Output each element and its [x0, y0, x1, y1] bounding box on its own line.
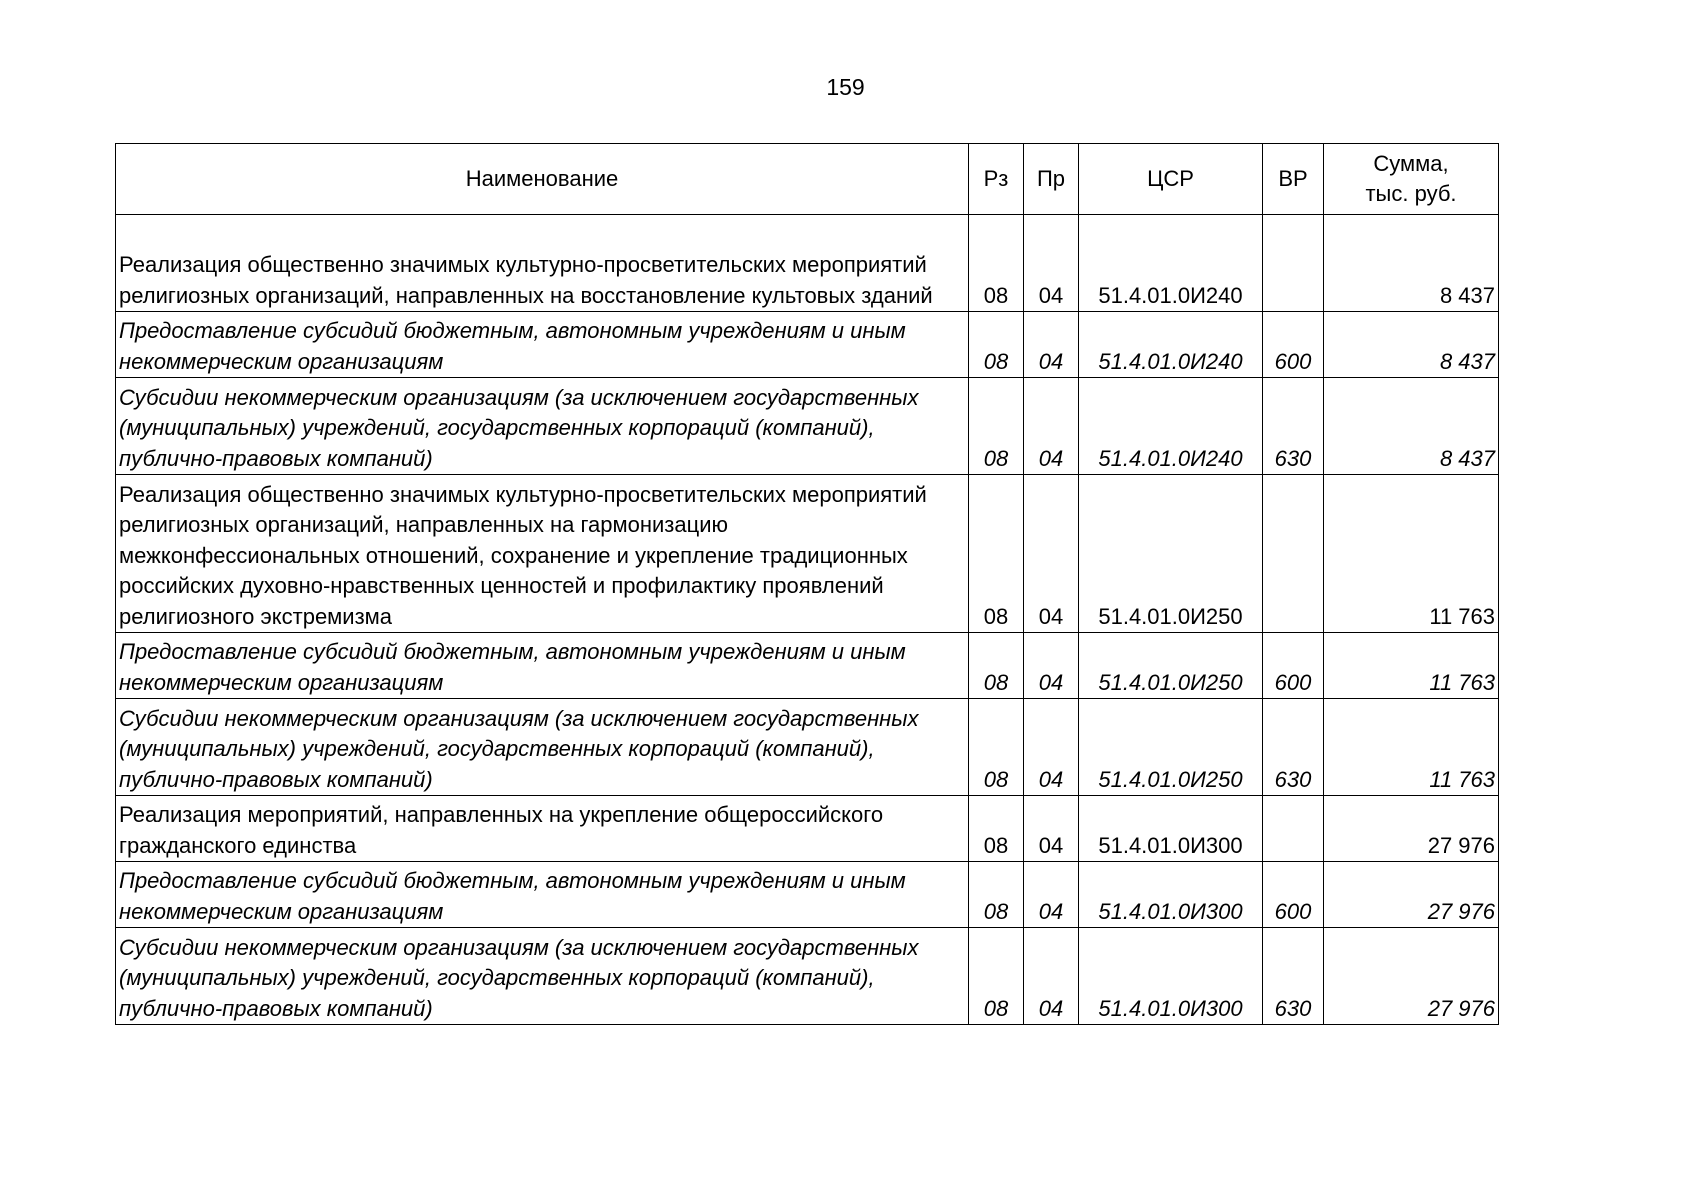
- row-sum: 8 437: [1324, 378, 1499, 475]
- table-row: [116, 796, 1499, 862]
- row-rz: 08: [969, 633, 1024, 699]
- row-name: Субсидии некоммерческим организациям (за исключением государственных (муниципальных) учреждений, государственных корпораций (компаний), публично-правовых компаний): [116, 378, 969, 475]
- row-csr: 51.4.01.0И300: [1079, 862, 1263, 928]
- row-name: Реализация общественно значимых культурно-просветительских мероприятий религиозных организаций, направленных на гармонизацию межконфессиональных отношений, сохранение и укрепление традиционных российских духовно-нравственных ценностей и профилактику проявлений религиозного экстремизма: [116, 475, 969, 633]
- row-pr: 04: [1024, 796, 1079, 862]
- row-csr: 51.4.01.0И240: [1079, 378, 1263, 475]
- table-row: [116, 862, 1499, 928]
- table-row: [116, 928, 1499, 1025]
- row-rz: 08: [969, 475, 1024, 633]
- row-name: Субсидии некоммерческим организациям (за исключением государственных (муниципальных) учреждений, государственных корпораций (компаний), публично-правовых компаний): [116, 699, 969, 796]
- row-name: Предоставление субсидий бюджетным, автономным учреждениям и иным некоммерческим организациям: [116, 862, 969, 928]
- row-sum: 27 976: [1324, 928, 1499, 1025]
- row-vr: 600: [1263, 862, 1324, 928]
- row-csr: 51.4.01.0И240: [1079, 215, 1263, 312]
- row-rz: 08: [969, 312, 1024, 378]
- row-name: Предоставление субсидий бюджетным, автономным учреждениям и иным некоммерческим организациям: [116, 633, 969, 699]
- row-sum: 27 976: [1324, 796, 1499, 862]
- row-sum: 8 437: [1324, 215, 1499, 312]
- row-vr: [1263, 796, 1324, 862]
- row-pr: 04: [1024, 862, 1079, 928]
- row-vr: [1263, 215, 1324, 312]
- row-rz: 08: [969, 215, 1024, 312]
- row-pr: 04: [1024, 312, 1079, 378]
- row-pr: 04: [1024, 215, 1079, 312]
- row-rz: 08: [969, 862, 1024, 928]
- table-header-row: [116, 144, 1499, 215]
- row-vr: 630: [1263, 928, 1324, 1025]
- row-rz: 08: [969, 378, 1024, 475]
- header-csr: ЦСР: [1079, 144, 1263, 215]
- page-number: 159: [826, 74, 865, 100]
- row-sum: 27 976: [1324, 862, 1499, 928]
- row-vr: 630: [1263, 699, 1324, 796]
- table-row: [116, 633, 1499, 699]
- table-row: [116, 699, 1499, 796]
- row-csr: 51.4.01.0И250: [1079, 633, 1263, 699]
- row-name: Субсидии некоммерческим организациям (за исключением государственных (муниципальных) учреждений, государственных корпораций (компаний), публично-правовых компаний): [116, 928, 969, 1025]
- row-pr: 04: [1024, 475, 1079, 633]
- row-sum: 11 763: [1324, 699, 1499, 796]
- row-csr: 51.4.01.0И250: [1079, 475, 1263, 633]
- row-sum: 11 763: [1324, 475, 1499, 633]
- row-csr: 51.4.01.0И300: [1079, 928, 1263, 1025]
- header-sum: Сумма, тыс. руб.: [1324, 144, 1499, 215]
- row-name: Реализация мероприятий, направленных на укрепление общероссийского гражданского единства: [116, 796, 969, 862]
- table-row: [116, 215, 1499, 312]
- row-vr: 600: [1263, 312, 1324, 378]
- row-name: Предоставление субсидий бюджетным, автономным учреждениям и иным некоммерческим организациям: [116, 312, 969, 378]
- row-rz: 08: [969, 699, 1024, 796]
- row-vr: 600: [1263, 633, 1324, 699]
- header-pr: Пр: [1024, 144, 1079, 215]
- table-row: [116, 378, 1499, 475]
- row-pr: 04: [1024, 378, 1079, 475]
- row-vr: 630: [1263, 378, 1324, 475]
- row-csr: 51.4.01.0И300: [1079, 796, 1263, 862]
- row-csr: 51.4.01.0И250: [1079, 699, 1263, 796]
- row-csr: 51.4.01.0И240: [1079, 312, 1263, 378]
- row-pr: 04: [1024, 633, 1079, 699]
- header-vr: ВР: [1263, 144, 1324, 215]
- row-sum: 8 437: [1324, 312, 1499, 378]
- row-pr: 04: [1024, 699, 1079, 796]
- table-row: [116, 312, 1499, 378]
- table-row: [116, 475, 1499, 633]
- row-sum: 11 763: [1324, 633, 1499, 699]
- row-name: Реализация общественно значимых культурно-просветительских мероприятий религиозных организаций, направленных на восстановление культовых зданий: [116, 215, 969, 312]
- row-rz: 08: [969, 796, 1024, 862]
- header-name: Наименование: [116, 144, 969, 215]
- budget-table: [115, 143, 1499, 1025]
- row-pr: 04: [1024, 928, 1079, 1025]
- row-rz: 08: [969, 928, 1024, 1025]
- header-rz: Рз: [969, 144, 1024, 215]
- row-vr: [1263, 475, 1324, 633]
